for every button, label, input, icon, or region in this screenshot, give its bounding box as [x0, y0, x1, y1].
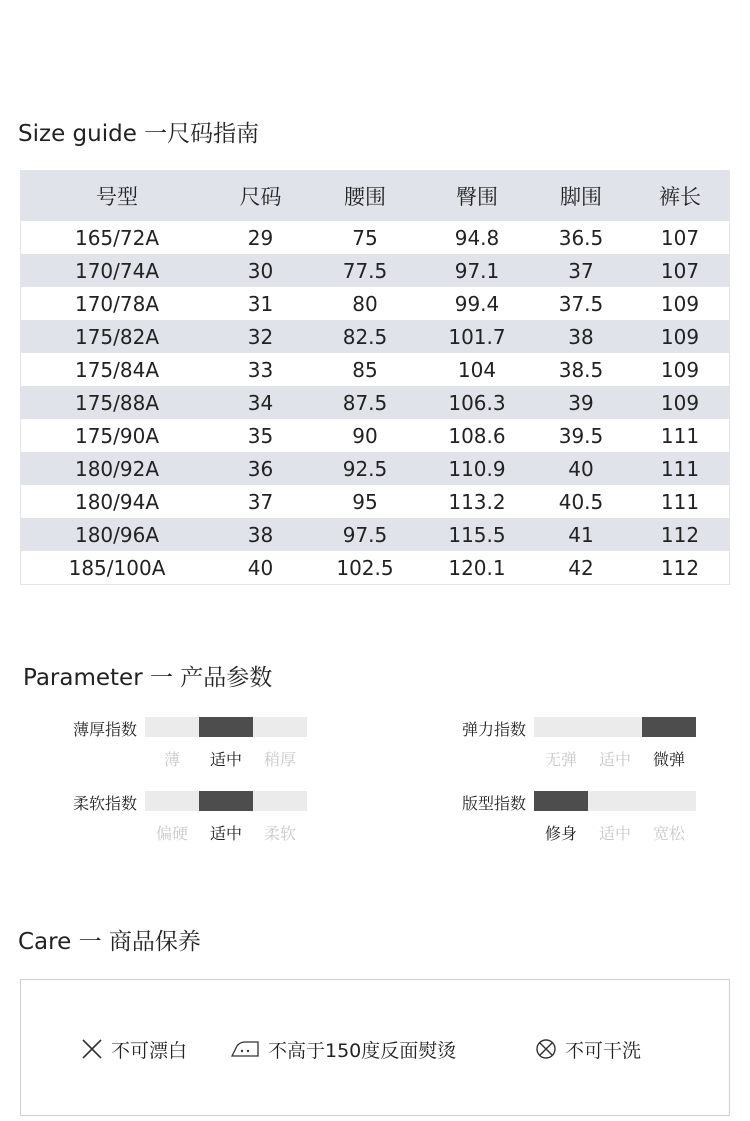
param-option: 微弹	[652, 750, 685, 769]
table-cell: 97.1	[422, 254, 532, 287]
table-cell: 40.5	[558, 489, 604, 514]
param-bar-track	[534, 791, 696, 811]
param-fit	[446, 791, 746, 851]
table-cell: 175/82A	[21, 320, 213, 353]
table-cell: 85	[352, 357, 378, 382]
table-cell: 175/90A	[74, 423, 160, 448]
size-table	[20, 170, 730, 585]
param-label: 柔软指数	[72, 794, 137, 813]
table-cell: 175/88A	[21, 386, 213, 419]
table-cell: 39.5	[558, 423, 604, 448]
table-cell: 109	[660, 357, 700, 382]
size-table-header-row	[21, 171, 730, 221]
care-item-no-dry-clean	[535, 1037, 641, 1061]
table-cell: 94.8	[454, 225, 500, 250]
table-row	[21, 551, 730, 584]
size-guide-title: Size guide 一尺码指南	[18, 121, 260, 147]
table-cell: 97.5	[308, 518, 422, 551]
param-bar-fill	[642, 717, 696, 737]
table-cell: 113.2	[448, 489, 506, 514]
table-cell: 41	[532, 518, 630, 551]
table-cell: 37	[247, 489, 274, 514]
param-option: 柔软	[263, 824, 296, 843]
care-text: 不可干洗	[565, 1039, 642, 1062]
table-cell: 36	[213, 452, 308, 485]
table-cell: 175/84A	[74, 357, 160, 382]
header-cell: 号型	[21, 171, 213, 221]
table-cell: 112	[660, 555, 700, 580]
param-elasticity	[446, 717, 746, 777]
param-option: 适中	[598, 824, 631, 843]
care-text: 不高于150度反面熨烫	[268, 1039, 457, 1062]
care-item-no-bleach	[81, 1037, 187, 1061]
table-row	[21, 452, 730, 485]
table-cell: 106.3	[422, 386, 532, 419]
param-label: 弹力指数	[461, 720, 526, 739]
table-cell: 77.5	[308, 254, 422, 287]
param-option: 无弹	[544, 750, 577, 769]
table-cell: 39	[532, 386, 630, 419]
table-row	[21, 386, 730, 419]
table-cell: 80	[352, 291, 378, 316]
table-cell: 92.5	[308, 452, 422, 485]
param-option: 适中	[598, 750, 631, 769]
table-cell: 36.5	[558, 225, 604, 250]
table-row	[21, 485, 730, 518]
table-cell: 180/94A	[74, 489, 160, 514]
param-softness	[57, 791, 357, 851]
table-cell: 42	[568, 555, 594, 580]
param-thickness	[57, 717, 357, 777]
param-option: 薄	[163, 750, 180, 769]
table-row	[21, 320, 730, 353]
param-bar-track	[534, 717, 696, 737]
param-bar-fill	[534, 791, 588, 811]
table-cell: 108.6	[448, 423, 506, 448]
care-box	[20, 979, 730, 1116]
param-bar-fill	[199, 791, 253, 811]
param-option: 修身	[544, 824, 577, 843]
param-label: 薄厚指数	[72, 720, 137, 739]
table-cell: 87.5	[308, 386, 422, 419]
table-cell: 40	[247, 555, 274, 580]
parameter-title: Parameter 一 产品参数	[23, 665, 273, 691]
table-cell: 90	[352, 423, 378, 448]
table-cell: 38	[213, 518, 308, 551]
table-cell: 102.5	[336, 555, 394, 580]
header-cell: 裤长	[630, 171, 730, 221]
table-cell: 170/78A	[74, 291, 160, 316]
table-cell: 115.5	[422, 518, 532, 551]
header-cell: 臀围	[422, 171, 532, 221]
table-cell: 30	[213, 254, 308, 287]
table-cell: 120.1	[448, 555, 506, 580]
no-bleach-icon	[81, 1038, 103, 1060]
table-cell: 112	[630, 518, 730, 551]
table-cell: 95	[352, 489, 378, 514]
table-row	[21, 221, 730, 254]
param-option: 稍厚	[263, 750, 296, 769]
header-cell: 腰围	[308, 171, 422, 221]
table-row	[21, 254, 730, 287]
table-cell: 75	[352, 225, 378, 250]
table-cell: 82.5	[308, 320, 422, 353]
param-label: 版型指数	[461, 794, 526, 813]
table-cell: 109	[630, 320, 730, 353]
table-cell: 38	[532, 320, 630, 353]
no-dry-clean-icon	[535, 1038, 557, 1060]
param-bar-fill	[199, 717, 253, 737]
table-cell: 165/72A	[74, 225, 160, 250]
table-row	[21, 353, 730, 386]
header-cell: 尺码	[213, 171, 308, 221]
care-title: Care 一 商品保养	[18, 929, 201, 955]
table-cell: 31	[247, 291, 274, 316]
table-cell: 35	[247, 423, 274, 448]
table-cell: 40	[532, 452, 630, 485]
table-cell: 33	[247, 357, 274, 382]
care-text: 不可漂白	[111, 1039, 188, 1062]
param-bar-track	[145, 717, 307, 737]
param-option: 适中	[209, 750, 242, 769]
table-cell: 109	[660, 291, 700, 316]
param-option: 适中	[209, 824, 242, 843]
table-cell: 109	[630, 386, 730, 419]
table-row	[21, 518, 730, 551]
table-cell: 37.5	[558, 291, 604, 316]
param-bar-track	[145, 791, 307, 811]
table-cell: 101.7	[422, 320, 532, 353]
header-cell: 脚围	[532, 171, 630, 221]
param-option: 偏硬	[155, 824, 188, 843]
table-cell: 185/100A	[68, 555, 166, 580]
table-cell: 38.5	[558, 357, 604, 382]
table-cell: 110.9	[422, 452, 532, 485]
table-cell: 111	[630, 452, 730, 485]
table-row	[21, 287, 730, 320]
table-cell: 29	[247, 225, 274, 250]
iron-icon	[230, 1039, 260, 1059]
table-cell: 170/74A	[21, 254, 213, 287]
table-cell: 107	[660, 225, 700, 250]
table-cell: 111	[660, 423, 700, 448]
care-item-iron	[230, 1037, 456, 1061]
table-cell: 180/96A	[21, 518, 213, 551]
table-cell: 99.4	[454, 291, 500, 316]
table-row	[21, 419, 730, 452]
table-cell: 37	[532, 254, 630, 287]
table-cell: 34	[213, 386, 308, 419]
table-cell: 111	[660, 489, 700, 514]
param-option: 宽松	[652, 824, 685, 843]
table-cell: 32	[213, 320, 308, 353]
table-cell: 107	[630, 254, 730, 287]
table-cell: 104	[457, 357, 497, 382]
table-cell: 180/92A	[21, 452, 213, 485]
